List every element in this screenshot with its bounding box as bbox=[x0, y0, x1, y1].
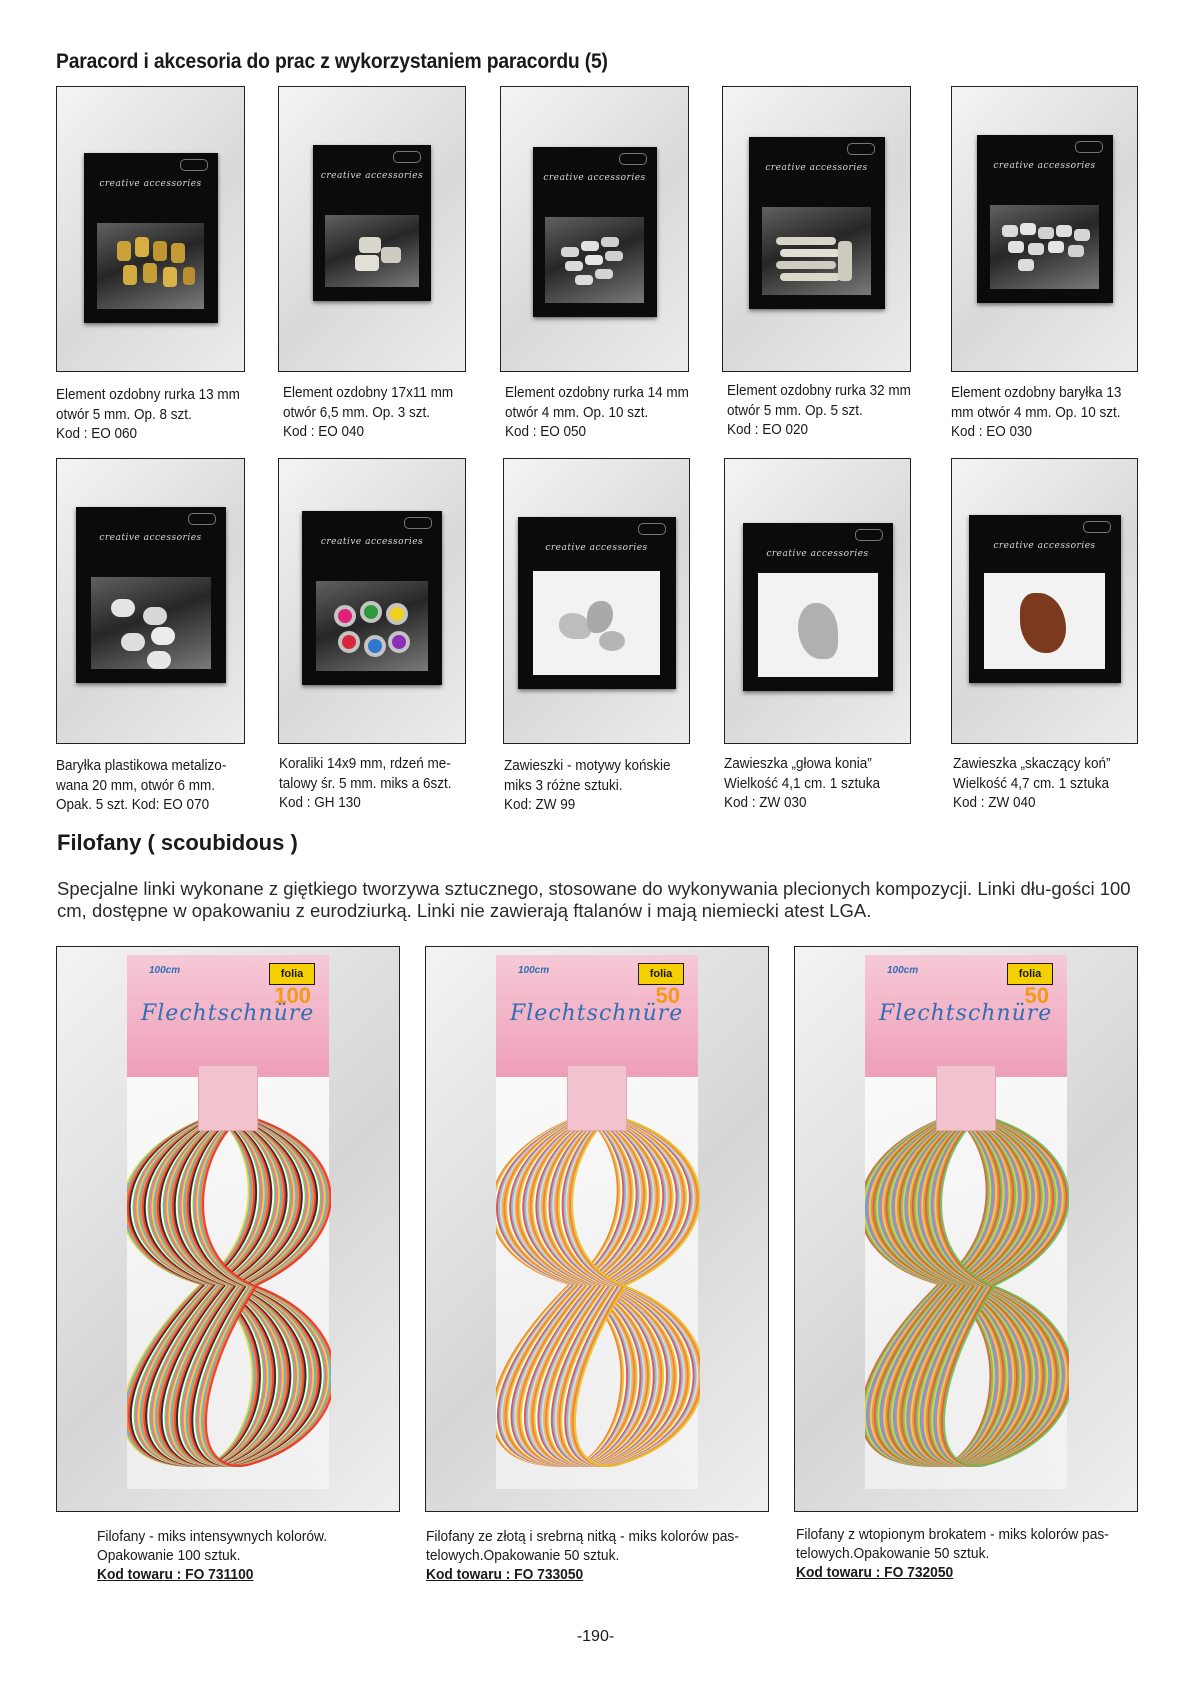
product-package bbox=[749, 137, 885, 309]
package-brand: creative accessories bbox=[320, 171, 424, 181]
product-package bbox=[84, 153, 218, 323]
package-count: 100 bbox=[274, 983, 311, 1008]
barrel-beads-icon bbox=[990, 205, 1099, 289]
filofany-card[interactable] bbox=[425, 946, 769, 1512]
silver-tube-beads-icon bbox=[325, 215, 419, 287]
section-intro: Specjalne linki wykonane z giętkiego tworzywa sztucznego, stosowane do wykonywania plecionych kompozycji. Linki dłu-gości 100 cm, dostępne w opakowaniu z eurodziurką. Linki nie zawierają ftalanów i mają niemiecki atest LGA. bbox=[57, 878, 1131, 921]
product-caption bbox=[504, 756, 693, 815]
product-desc: Zawieszki - motywy końskie miks 3 różne sztuki. bbox=[504, 757, 671, 794]
long-tube-beads-icon bbox=[762, 207, 871, 295]
product-caption bbox=[56, 756, 245, 815]
filofany-code: Kod towaru : FO 733050 bbox=[426, 1566, 584, 1583]
product-package bbox=[302, 511, 442, 685]
package-brand: creative accessories bbox=[993, 541, 1096, 551]
euro-hole-icon bbox=[180, 159, 208, 171]
hang-tag bbox=[567, 1065, 627, 1131]
filofany-caption bbox=[97, 1527, 419, 1584]
jumping-horse-charm-icon bbox=[984, 573, 1106, 669]
product-code: Kod: ZW 99 bbox=[504, 796, 576, 813]
package-title: Flechtschnüre bbox=[879, 1001, 1053, 1026]
gold-tube-beads-icon bbox=[97, 223, 204, 309]
product-caption bbox=[953, 754, 1142, 813]
scoubidou-cords-icon bbox=[496, 955, 700, 1491]
package-count: 50 bbox=[1024, 983, 1049, 1008]
plastic-barrel-beads-icon bbox=[91, 577, 211, 669]
folia-logo: folia bbox=[638, 963, 684, 985]
product-code: Opak. 5 szt. Kod: EO 070 bbox=[56, 796, 210, 813]
euro-hole-icon bbox=[619, 153, 647, 165]
product-code: Kod : EO 050 bbox=[505, 423, 587, 440]
product-package bbox=[313, 145, 431, 301]
package-title: Flechtschnüre bbox=[141, 1001, 315, 1026]
filofany-desc-line1: Filofany - miks intensywnych kolorów. bbox=[97, 1528, 328, 1545]
euro-hole-icon bbox=[188, 513, 216, 525]
product-card[interactable] bbox=[951, 458, 1138, 744]
silver-tube-beads-icon bbox=[545, 217, 644, 303]
filofany-package bbox=[127, 955, 329, 1489]
section-title-paracord: Paracord i akcesoria do prac z wykorzystaniem paracordu (5) bbox=[56, 50, 608, 73]
product-card[interactable] bbox=[951, 86, 1138, 372]
product-desc: Baryłka plastikowa metalizo-wana 20 mm, otwór 6 mm. bbox=[56, 757, 227, 794]
euro-hole-icon bbox=[855, 529, 883, 541]
euro-hole-icon bbox=[1083, 521, 1111, 533]
product-card[interactable] bbox=[722, 86, 911, 372]
product-package bbox=[743, 523, 893, 691]
filofany-desc-line1: Filofany ze złotą i srebrną nitką - miks kolorów pas- bbox=[426, 1528, 739, 1545]
product-caption bbox=[56, 385, 245, 444]
package-brand: creative accessories bbox=[543, 173, 646, 183]
hang-tag bbox=[936, 1065, 996, 1131]
product-code: Kod : ZW 040 bbox=[953, 794, 1036, 811]
section-title-filofany: Filofany ( scoubidous ) bbox=[57, 830, 298, 855]
package-length: 100cm bbox=[887, 965, 919, 976]
package-brand: creative accessories bbox=[99, 533, 202, 543]
product-desc: Element ozdobny rurka 13 mm otwór 5 mm. Op. 8 szt. bbox=[56, 386, 240, 423]
product-card[interactable] bbox=[500, 86, 689, 372]
product-package bbox=[969, 515, 1121, 683]
hang-tag bbox=[198, 1065, 258, 1131]
product-caption bbox=[283, 383, 472, 442]
filofany-desc-line2: Opakowanie 100 sztuk. bbox=[97, 1547, 241, 1564]
package-brand: creative accessories bbox=[320, 537, 424, 547]
filofany-package bbox=[496, 955, 698, 1489]
package-brand: creative accessories bbox=[99, 179, 202, 189]
product-desc: Element ozdobny rurka 32 mm otwór 5 mm. Op. 5 szt. bbox=[727, 382, 911, 419]
euro-hole-icon bbox=[1075, 141, 1103, 153]
product-package bbox=[518, 517, 676, 689]
package-count: 50 bbox=[655, 983, 680, 1008]
folia-logo: folia bbox=[269, 963, 315, 985]
product-caption bbox=[505, 383, 694, 442]
product-code: Kod : ZW 030 bbox=[724, 794, 807, 811]
product-desc: Element ozdobny 17x11 mm otwór 6,5 mm. Op. 3 szt. bbox=[283, 384, 454, 421]
scoubidou-cords-icon bbox=[865, 955, 1069, 1491]
product-card[interactable] bbox=[56, 86, 245, 372]
euro-hole-icon bbox=[638, 523, 666, 535]
product-desc: Zawieszka „skaczący koń” Wielkość 4,7 cm. 1 sztuka bbox=[953, 755, 1111, 792]
scoubidou-cords-icon bbox=[127, 955, 331, 1491]
page-number: -190- bbox=[576, 1628, 615, 1645]
product-caption bbox=[951, 383, 1140, 442]
product-code: Kod : EO 020 bbox=[727, 421, 809, 438]
package-brand: creative accessories bbox=[545, 543, 648, 553]
product-card[interactable] bbox=[724, 458, 911, 744]
product-code: Kod : GH 130 bbox=[279, 794, 361, 811]
horse-head-charm-icon bbox=[758, 573, 878, 677]
colored-beads-icon bbox=[316, 581, 428, 671]
package-length: 100cm bbox=[149, 965, 181, 976]
product-desc: Element ozdobny rurka 14 mm otwór 4 mm. Op. 10 szt. bbox=[505, 384, 689, 421]
product-code: Kod : EO 060 bbox=[56, 425, 138, 442]
filofany-desc-line1: Filofany z wtopionym brokatem - miks kolorów pas- bbox=[796, 1526, 1109, 1543]
product-desc: Element ozdobny baryłka 13 mm otwór 4 mm. Op. 10 szt. bbox=[951, 384, 1122, 421]
product-code: Kod : EO 030 bbox=[951, 423, 1033, 440]
product-caption bbox=[724, 754, 913, 813]
product-card[interactable] bbox=[278, 458, 466, 744]
euro-hole-icon bbox=[847, 143, 875, 155]
filofany-code: Kod towaru : FO 732050 bbox=[796, 1564, 954, 1581]
package-length: 100cm bbox=[518, 965, 550, 976]
product-package bbox=[76, 507, 226, 683]
product-desc: Zawieszka „głowa konia” Wielkość 4,1 cm. 1 sztuka bbox=[724, 755, 881, 792]
package-brand: creative accessories bbox=[766, 549, 869, 559]
filofany-desc-line2: telowych.Opakowanie 50 sztuk. bbox=[426, 1547, 620, 1564]
product-card[interactable] bbox=[56, 458, 245, 744]
filofany-desc-line2: telowych.Opakowanie 50 sztuk. bbox=[796, 1545, 990, 1562]
product-package bbox=[977, 135, 1113, 303]
filofany-caption bbox=[426, 1527, 748, 1584]
package-brand: creative accessories bbox=[993, 161, 1096, 171]
euro-hole-icon bbox=[404, 517, 432, 529]
package-brand: creative accessories bbox=[765, 163, 868, 173]
folia-logo: folia bbox=[1007, 963, 1053, 985]
product-code: Kod : EO 040 bbox=[283, 423, 365, 440]
product-card[interactable] bbox=[278, 86, 466, 372]
product-card[interactable] bbox=[503, 458, 690, 744]
filofany-card[interactable] bbox=[56, 946, 400, 1512]
filofany-code: Kod towaru : FO 731100 bbox=[97, 1566, 254, 1583]
horse-charms-icon bbox=[533, 571, 659, 675]
euro-hole-icon bbox=[393, 151, 421, 163]
product-caption bbox=[727, 381, 916, 440]
filofany-package bbox=[865, 955, 1067, 1489]
product-package bbox=[533, 147, 657, 317]
product-desc: Koraliki 14x9 mm, rdzeń me-talowy śr. 5 mm. miks a 6szt. bbox=[279, 755, 452, 792]
filofany-caption bbox=[796, 1525, 1118, 1582]
filofany-card[interactable] bbox=[794, 946, 1138, 1512]
package-title: Flechtschnüre bbox=[510, 1001, 684, 1026]
product-caption bbox=[279, 754, 468, 813]
